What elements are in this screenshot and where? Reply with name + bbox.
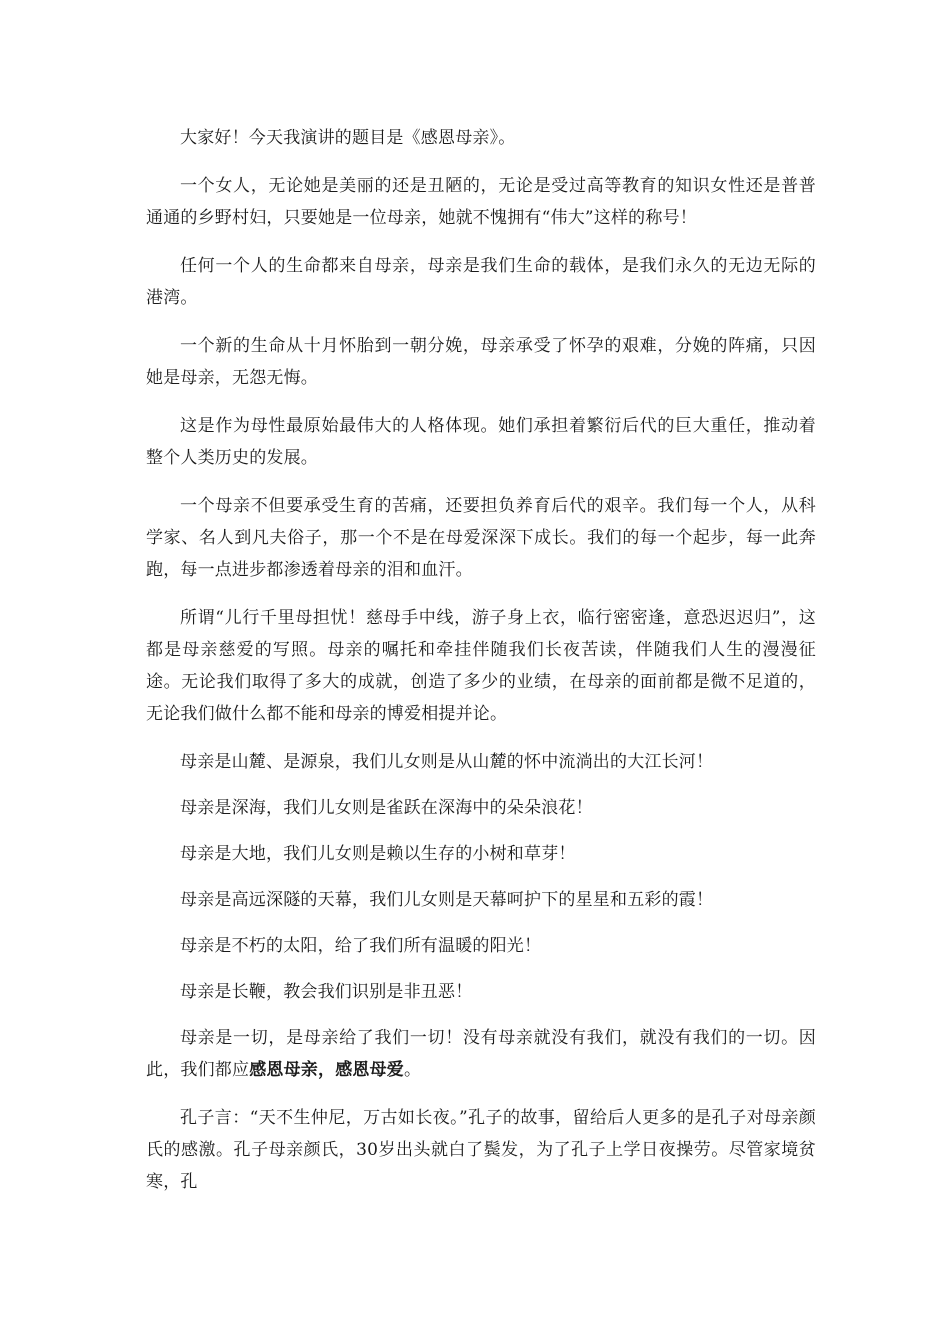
paragraph-sun: 母亲是不朽的太阳，给了我们所有温暖的阳光！ bbox=[180, 936, 542, 956]
closing-emphasis: 感恩母亲，感恩母爱 bbox=[249, 1060, 405, 1080]
document-body bbox=[146, 122, 816, 1214]
paragraph-whip: 母亲是长鞭，教会我们识别是非丑恶！ bbox=[180, 982, 473, 1002]
paragraph-poem: 所谓“儿行千里母担忧！慈母手中线，游子身上衣，临行密密逢，意恐迟迟归”，这都是母亲慈爱的写照。母亲的嘱托和牵挂伴随我们长夜苦读，伴随我们人生的漫漫征途。无论我们取得了多大的成就，创造了多少的业绩，在母亲的面前都是微不足道的，无论我们做什么都不能和母亲的博爱相提并论。 bbox=[146, 608, 816, 724]
paragraph-new-life: 一个新的生命从十月怀胎到一朝分娩，母亲承受了怀孕的艰难，分娩的阵痛，只因她是母亲，无怨无悔。 bbox=[146, 336, 816, 388]
paragraph-sky: 母亲是高远深隧的天幕，我们儿女则是天幕呵护下的星星和五彩的霞！ bbox=[180, 890, 714, 910]
paragraph-confucius: 孔子言：“天不生仲尼，万古如长夜。”孔子的故事，留给后人更多的是孔子对母亲颜氏的感激。孔子母亲颜氏，30岁出头就白了鬓发，为了孔子上学日夜操劳。尽管家境贫寒，孔 bbox=[146, 1108, 816, 1192]
paragraph-earth: 母亲是大地，我们儿女则是赖以生存的小树和草芽！ bbox=[180, 844, 576, 864]
paragraph-raising: 一个母亲不但要承受生育的苦痛，还要担负养育后代的艰辛。我们每一个人，从科学家、名人到凡夫俗子，那一个不是在母爱深深下成长。我们的每一个起步，每一此奔跑，每一点进步都渗透着母亲的泪和血汗。 bbox=[146, 496, 816, 580]
paragraph-sea: 母亲是深海，我们儿女则是雀跃在深海中的朵朵浪花！ bbox=[180, 798, 593, 818]
closing-tail: 。 bbox=[404, 1060, 422, 1080]
closing-lead: 母亲是一切，是母亲给了我们一切！没有母亲就没有我们，就没有我们的一切。因此，我们都应 bbox=[146, 1028, 816, 1080]
paragraph-closing bbox=[146, 1022, 816, 1086]
paragraph-greeting: 大家好！今天我演讲的题目是《感恩母亲》。 bbox=[180, 128, 516, 148]
paragraph-woman: 一个女人，无论她是美丽的还是丑陋的，无论是受过高等教育的知识女性还是普普通通的乡野村妇，只要她是一位母亲，她就不愧拥有“伟大”这样的称号！ bbox=[146, 176, 816, 228]
paragraph-mountain: 母亲是山麓、是源泉，我们儿女则是从山麓的怀中流淌出的大江长河！ bbox=[180, 752, 714, 772]
paragraph-motherhood: 这是作为母性最原始最伟大的人格体现。她们承担着繁衍后代的巨大重任，推动着整个人类历史的发展。 bbox=[146, 416, 816, 468]
paragraph-life-origin: 任何一个人的生命都来自母亲，母亲是我们生命的载体，是我们永久的无边无际的港湾。 bbox=[146, 256, 816, 308]
